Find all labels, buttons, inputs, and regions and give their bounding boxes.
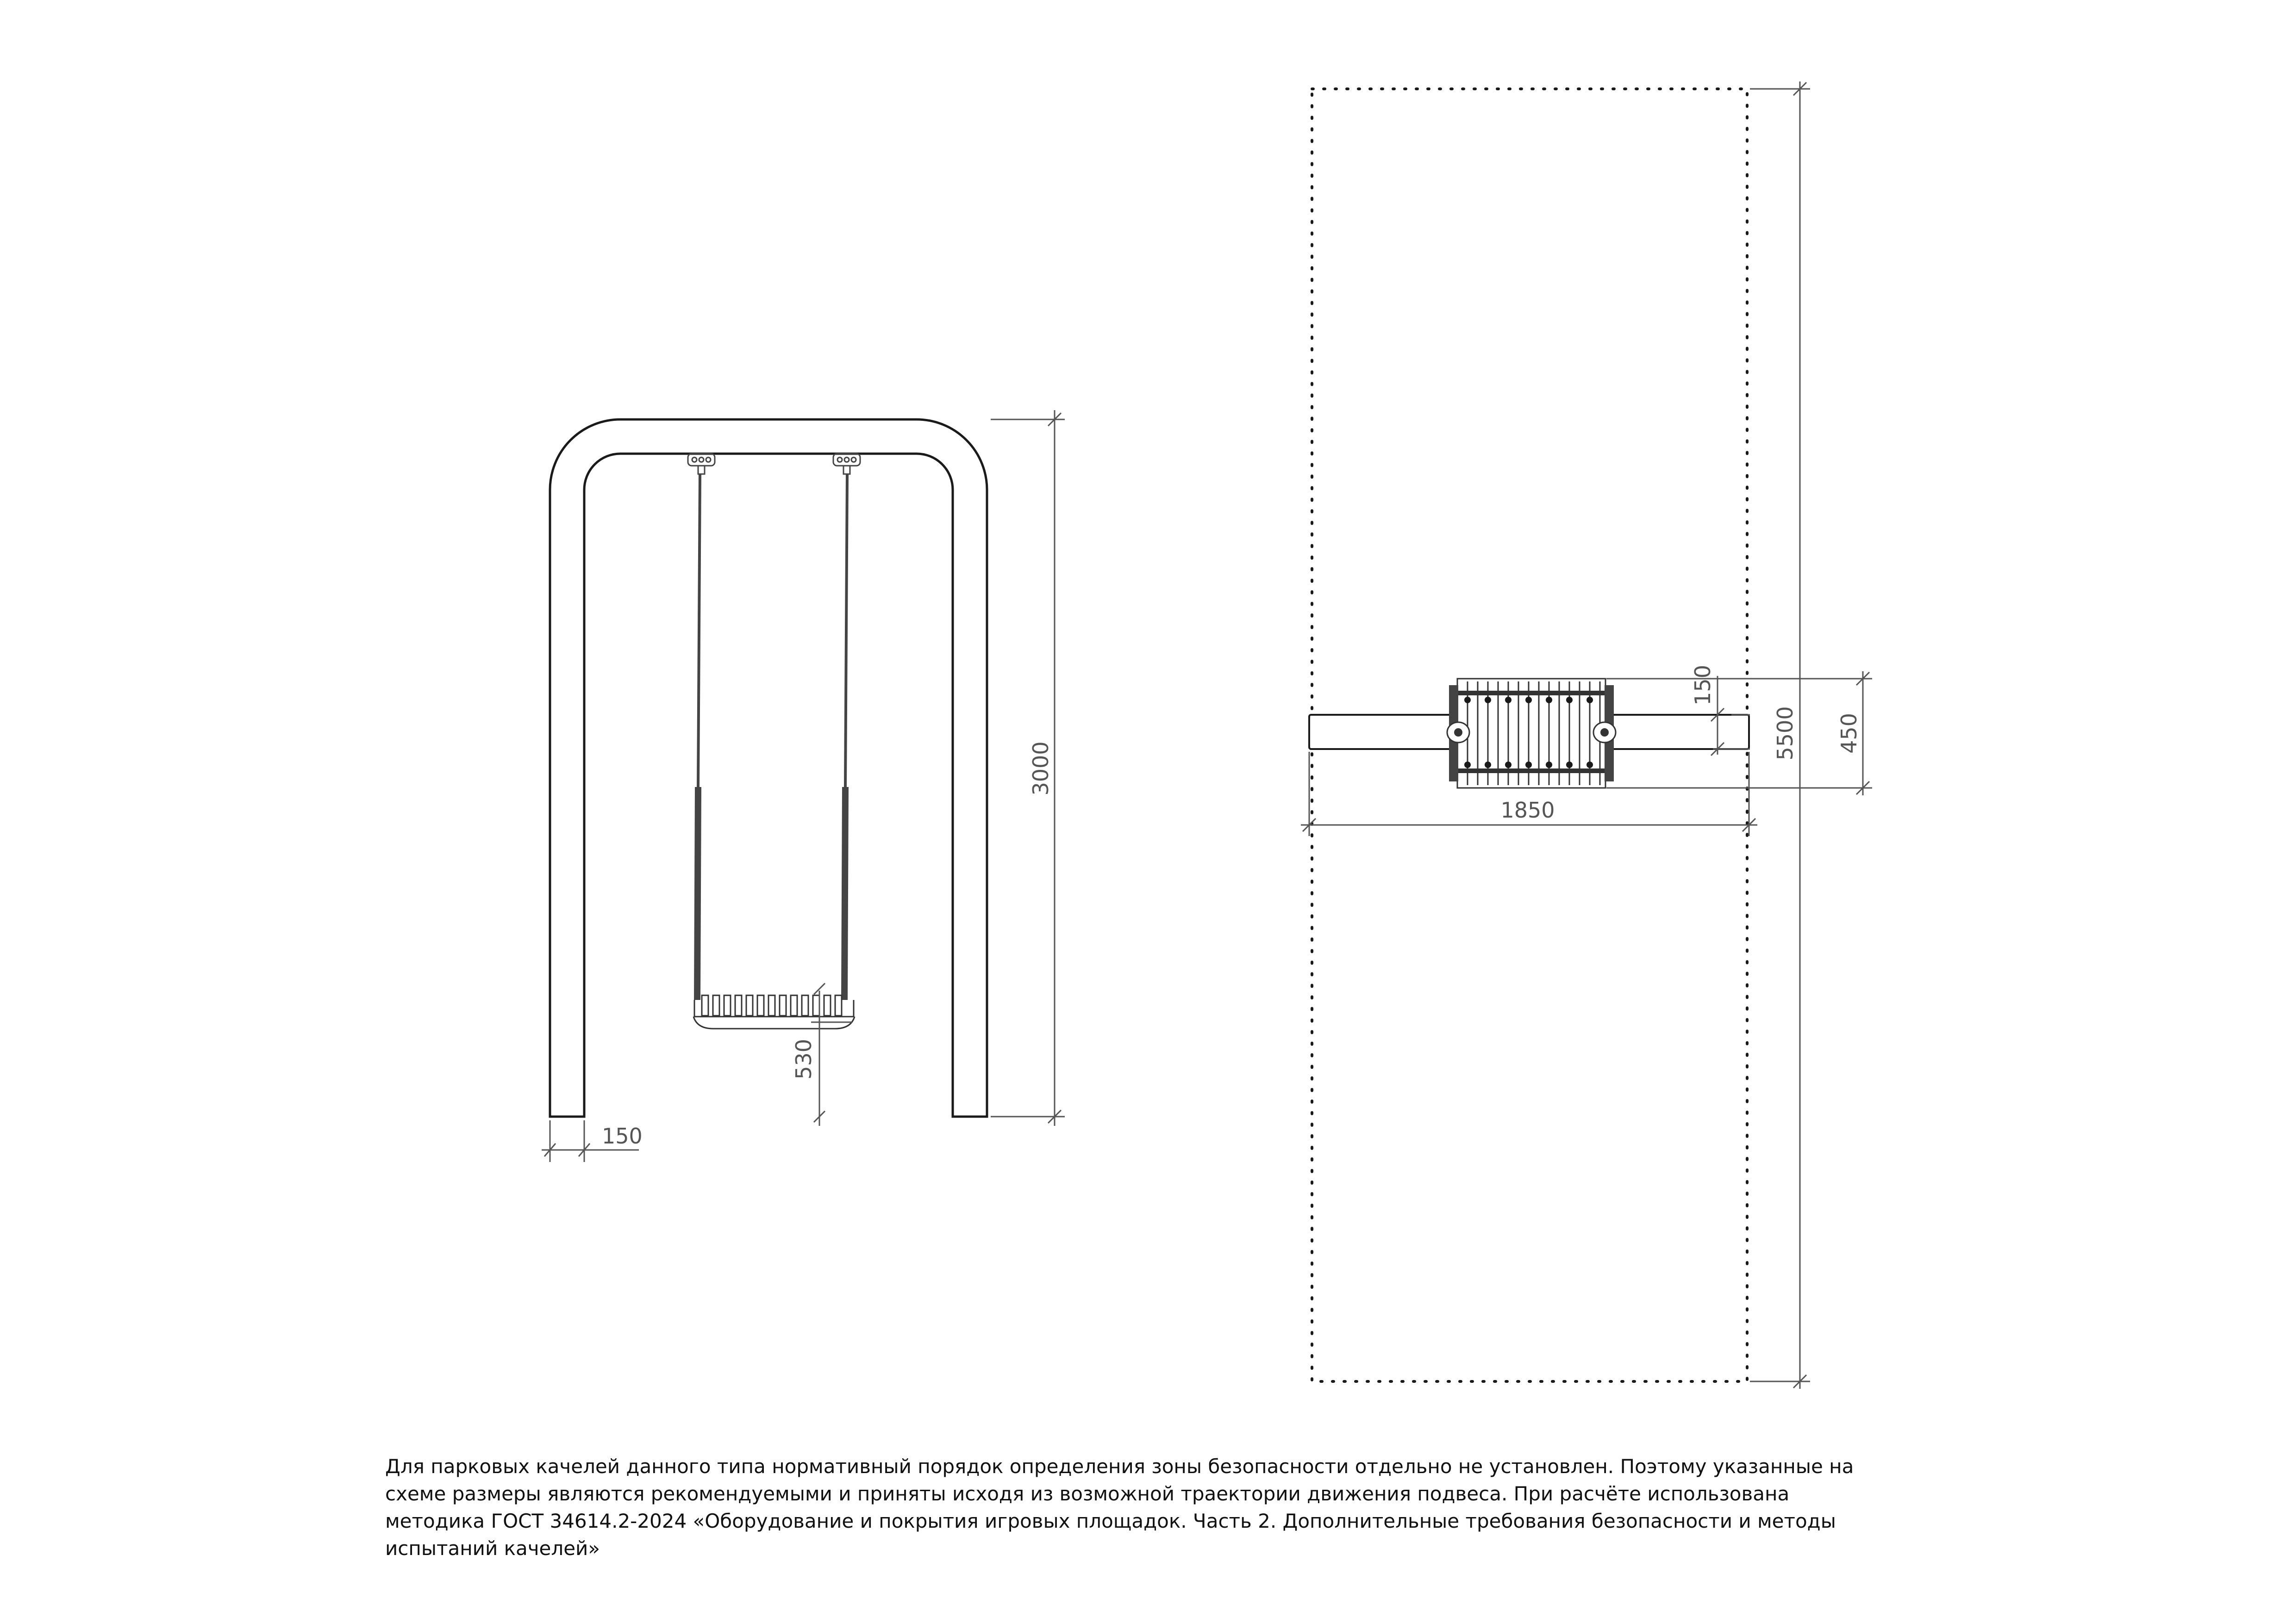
- seat-plan: [1447, 679, 1616, 788]
- plan-view: [1301, 81, 1872, 1389]
- swing-seat: [693, 995, 855, 1029]
- safety-note: [385, 1453, 1941, 1562]
- note-line: испытаний качелей»: [385, 1537, 600, 1560]
- note-line: схеме размеры являются рекомендуемыми и приняты исходя из возможной траектории движения подвеса. При расчёте использована: [385, 1482, 1790, 1505]
- dimension-zone-length-label: 5500: [1773, 706, 1798, 761]
- dimension-seat-height-label: 530: [791, 1039, 816, 1080]
- dimension-beam-depth-label: 150: [1690, 665, 1715, 706]
- dimension-height-label: 3000: [1028, 741, 1053, 796]
- left-chain: [697, 474, 700, 1000]
- dimension-post-width-label: 150: [602, 1124, 643, 1149]
- front-view: [542, 410, 1065, 1162]
- note-line: методика ГОСТ 34614.2-2024 «Оборудование и покрытия игровых площадок. Часть 2. Дополнительные требования безопасности и методы: [385, 1510, 1836, 1532]
- right-chain: [844, 474, 847, 1000]
- note-line: Для парковых качелей данного типа нормативный порядок определения зоны безопасности отдельно не установлен. Поэтому указанные на: [385, 1455, 1854, 1478]
- dimension-seat-height: [811, 983, 852, 1126]
- right-hanger: [833, 454, 860, 474]
- dimension-seat-depth-label: 450: [1836, 713, 1861, 754]
- left-hanger: [688, 454, 715, 474]
- dimension-height: [991, 410, 1065, 1126]
- dimension-frame-width-label: 1850: [1500, 798, 1555, 823]
